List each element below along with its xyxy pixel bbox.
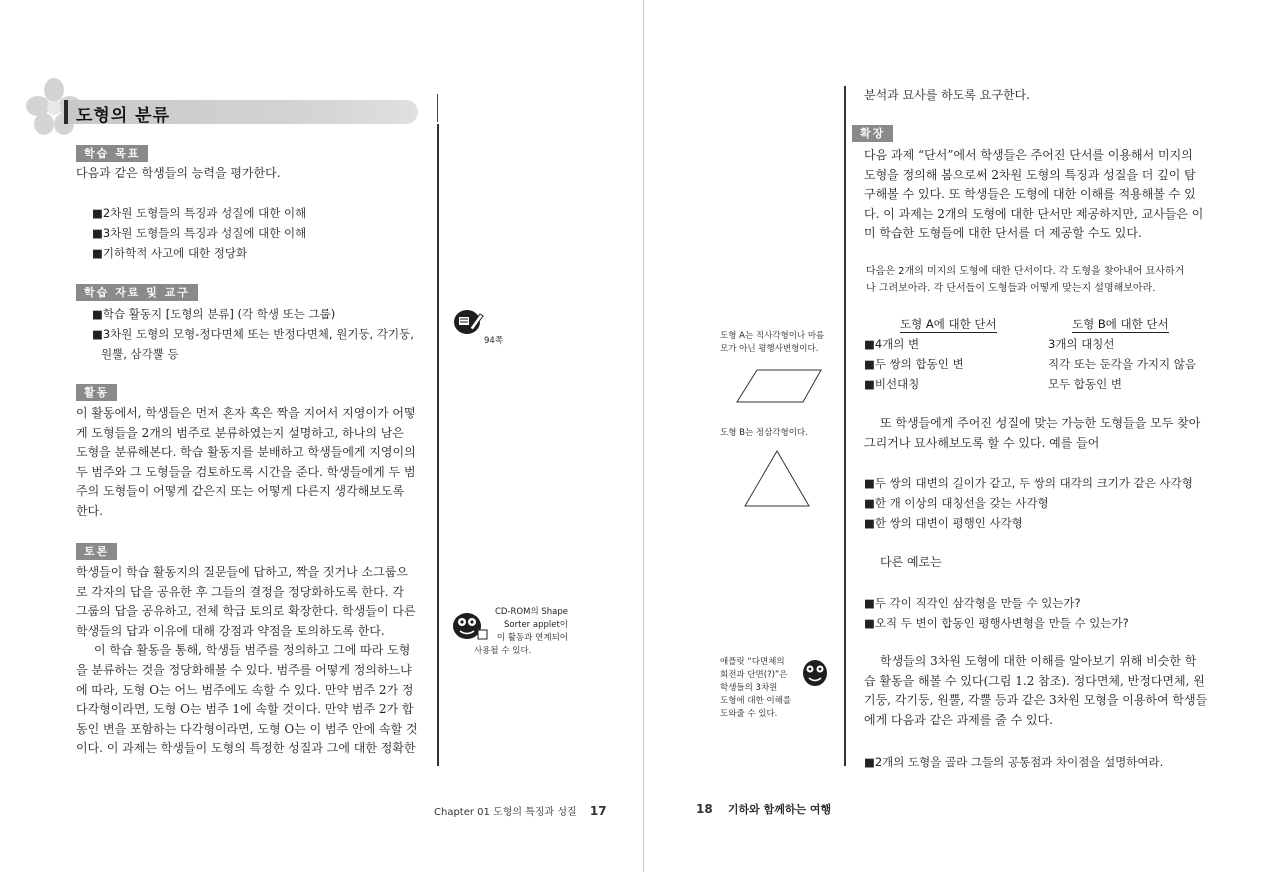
text-line: 도형을 정의해 봄으로써 2차원 도형의 특징과 성질을 더 깊이 탐 — [864, 167, 1196, 182]
list-item: ■2차원 도형들의 특징과 성질에 대한 이해 — [92, 206, 307, 220]
list-item: ■학습 활동지 [도형의 분류] (각 학생 또는 그룹) — [92, 307, 336, 321]
column-divider-top — [437, 94, 438, 122]
text-line: 도형을 분류해본다. 학습 활동지를 분배하고 학생들에게 지영이의 — [76, 445, 416, 460]
list-item: ■한 쌍의 대변이 평행인 사각형 — [864, 516, 1023, 530]
text-line: 학생들의 3차원 도형에 대한 이해를 알아보기 위해 비슷한 학 — [880, 654, 1197, 668]
section-label-materials: 학습 자료 및 교구 — [76, 284, 198, 301]
list-item: ■두 쌍의 대변의 길이가 같고, 두 쌍의 대각의 크기가 같은 사각형 — [864, 476, 1193, 490]
paragraph-2 — [864, 414, 1214, 453]
text-line: 학생들이 학습 활동지의 질문들에 답하고, 짝을 짓거나 소그룹으 — [76, 565, 408, 579]
clue-header-b — [1072, 316, 1169, 332]
text-line: 에 따라, 도형 O는 어느 범주에도 속할 수 있다. 만약 범주 2가 정 — [76, 682, 414, 697]
list-item: 원뿔, 삼각뿔 등 — [101, 347, 179, 361]
section-label-discussion: 토론 — [76, 543, 117, 560]
parallelogram-shape — [735, 368, 825, 404]
shape-b-note: 도형 B는 정삼각형이다. — [720, 428, 808, 438]
note-line: 도형 A는 직사각형이나 마름 — [720, 331, 825, 341]
example-list-1 — [864, 473, 1193, 533]
text-line: 또 학생들에게 주어진 성질에 맞는 가능한 도형들을 모두 찾아 — [880, 416, 1201, 430]
list-item: ■한 개 이상의 대칭선을 갖는 사각형 — [864, 496, 1049, 510]
left-footer — [434, 803, 607, 818]
text-line: 게 도형들을 2개의 범주로 분류하였는지 설명하고, 하나의 남은 — [76, 425, 404, 440]
extension-paragraph — [864, 146, 1214, 244]
text-line: 다각형이라면, 도형 O는 범주 1에 속할 것이다. 만약 범주 2가 합 — [76, 702, 414, 717]
list-item: ■4개의 변 — [864, 337, 920, 351]
list-item: ■오직 두 변이 합동인 평행사변형을 만들 수 있는가? — [864, 616, 1129, 630]
list-item: 3개의 대칭선 — [1048, 337, 1115, 351]
section-label-activity: 활동 — [76, 384, 117, 401]
note-line: 회전과 단면(?)”은 — [720, 670, 788, 680]
text-line: 로 각자의 답을 공유한 후 그들의 결정을 정당화하도록 한다. 각 — [76, 584, 404, 599]
column-divider-right — [844, 86, 846, 766]
clue-header-b-text: 도형 B에 대한 단서 — [1072, 317, 1169, 331]
last-task-item: ■2개의 도형을 골라 그들의 공통점과 차이점을 설명하여라. — [864, 755, 1164, 769]
clue-list-a — [864, 334, 964, 394]
other-examples: 다른 예로는 — [880, 555, 942, 569]
note-line: 학생들의 3차원 — [720, 683, 778, 693]
page-spine — [643, 0, 644, 872]
right-footer — [696, 801, 831, 817]
text-line: 습 활동을 해볼 수 있다(그림 1.2 참조). 정다면체, 반정다면체, 원 — [864, 673, 1205, 688]
text-line: 그룹의 답을 공유하고, 전체 학급 토의로 확장한다. 학생들이 다른 — [76, 604, 416, 619]
list-item: ■3차원 도형의 모형-정다면체 또는 반정다면체, 원기둥, 각기둥, — [92, 327, 414, 341]
text-line: 한다. — [76, 503, 103, 518]
text-line: 미 학습한 도형들에 대한 단서를 더 제공할 수도 있다. — [864, 226, 1142, 241]
text-line: 을 분류하는 것을 정당화해볼 수 있다. 범주를 어떻게 정의하느냐 — [76, 662, 412, 677]
clue-list-b — [1048, 334, 1196, 394]
shape-a-note — [720, 330, 824, 356]
list-item: ■비선대칭 — [864, 377, 920, 391]
pencil-note-icon — [452, 308, 484, 336]
clue-header-a-text: 도형 A에 대한 단서 — [900, 317, 997, 331]
applet-note — [720, 656, 791, 721]
book-title: 기하와 함께하는 여행 — [727, 803, 832, 816]
list-item: ■기하학적 사고에 대한 정당화 — [92, 246, 248, 260]
cd-rom-note — [476, 606, 568, 658]
list-item: 직각 또는 둔각을 가지지 않음 — [1048, 357, 1196, 371]
note-line: Sorter applet이 — [504, 620, 568, 630]
text-line: 기둥, 각기둥, 원뿔, 각뿔 등과 같은 3차원 모형을 이용하여 학생들 — [864, 693, 1208, 708]
example-list-2 — [864, 593, 1129, 633]
pencil-note-text: 94쪽 — [484, 336, 504, 346]
text-line: 다음은 2개의 미지의 도형에 대한 단서이다. 각 도형을 찾아내어 묘사하거 — [866, 266, 1185, 277]
note-line: 애플릿 “다면체의 — [720, 657, 785, 667]
text-line: 동인 변을 포함하는 다각형이라면, 도형 O는 이 범주 안에 속할 것 — [76, 721, 418, 736]
text-line: 그리거나 묘사해보도록 할 수 있다. 예를 들어 — [864, 435, 1100, 450]
goal-intro: 다음과 같은 학생들의 능력을 평가한다. — [76, 166, 281, 180]
page-number-left: 17 — [589, 804, 607, 818]
list-item: ■3차원 도형들의 특징과 성질에 대한 이해 — [92, 226, 307, 240]
list-item: ■두 각이 직각인 삼각형을 만들 수 있는가? — [864, 596, 1081, 610]
text-line: 에게 다음과 같은 과제를 줄 수 있다. — [864, 712, 1053, 727]
note-line: 모가 아닌 평행사변형이다. — [720, 344, 819, 354]
column-divider — [437, 124, 439, 766]
activity-paragraph — [76, 404, 426, 522]
goal-list — [92, 203, 306, 263]
text-line: 두 범주와 그 도형들을 검토하도록 시간을 준다. 학생들에게 두 범 — [76, 464, 416, 479]
text-line: 다음 과제 “단서”에서 학생들은 주어진 단서를 이용해서 미지의 — [864, 148, 1193, 162]
text-line: 이 학습 활동을 통해, 학생들 범주를 정의하고 그에 따라 도형 — [94, 643, 411, 658]
text-line: 이 활동에서, 학생들은 먼저 혼자 혹은 짝을 지어서 지영이가 어떻 — [76, 406, 416, 420]
triangle-shape — [743, 449, 811, 509]
task-box-text — [866, 263, 1184, 297]
page-title: 도형의 분류 — [76, 106, 171, 126]
text-line: 주의 도형들이 어떻게 같은지 또는 어떻게 다른지 생각해보도록 — [76, 484, 405, 499]
note-line: 사용될 수 있다. — [474, 646, 532, 656]
section-label-extension: 확장 — [852, 125, 893, 142]
text-line: 학생들의 답과 이유에 대해 강점과 약점을 토의하도록 한다. — [76, 623, 385, 638]
text-line: 구해볼 수 있다. 또 학생들은 도형에 대한 이해를 적용해볼 수 있 — [864, 187, 1196, 202]
page-number-right: 18 — [696, 802, 713, 816]
section-label-goal: 학습 목표 — [76, 145, 148, 162]
clue-header-a — [900, 316, 997, 332]
paragraph-3 — [864, 652, 1214, 730]
note-line: 도와줄 수 있다. — [720, 709, 778, 719]
text-line: 다. 이 과제는 2개의 도형에 대한 단서만 제공하지만, 교사들은 이 — [864, 206, 1204, 221]
note-line: 이 활동과 연계되어 — [496, 633, 568, 643]
list-item: 모두 합동인 변 — [1048, 377, 1122, 391]
text-line: 이다. 이 과제는 학생들이 도형의 특정한 성질과 그에 대한 정확한 — [76, 741, 416, 756]
materials-list — [92, 304, 414, 364]
chapter-label: Chapter 01 도형의 특징과 성질 — [434, 807, 577, 818]
note-line: 도형에 대한 이해를 — [720, 696, 792, 706]
text-line: 나 그려보아라. 각 단서들이 도형들과 어떻게 맞는지 설명해보아라. — [866, 283, 1156, 294]
mascot-icon — [800, 657, 830, 691]
discussion-paragraph — [76, 563, 426, 759]
note-line: CD-ROM의 Shape — [494, 607, 568, 617]
continuation-line: 분석과 묘사를 하도록 요구한다. — [864, 88, 1030, 102]
list-item: ■두 쌍의 합동인 변 — [864, 357, 964, 371]
